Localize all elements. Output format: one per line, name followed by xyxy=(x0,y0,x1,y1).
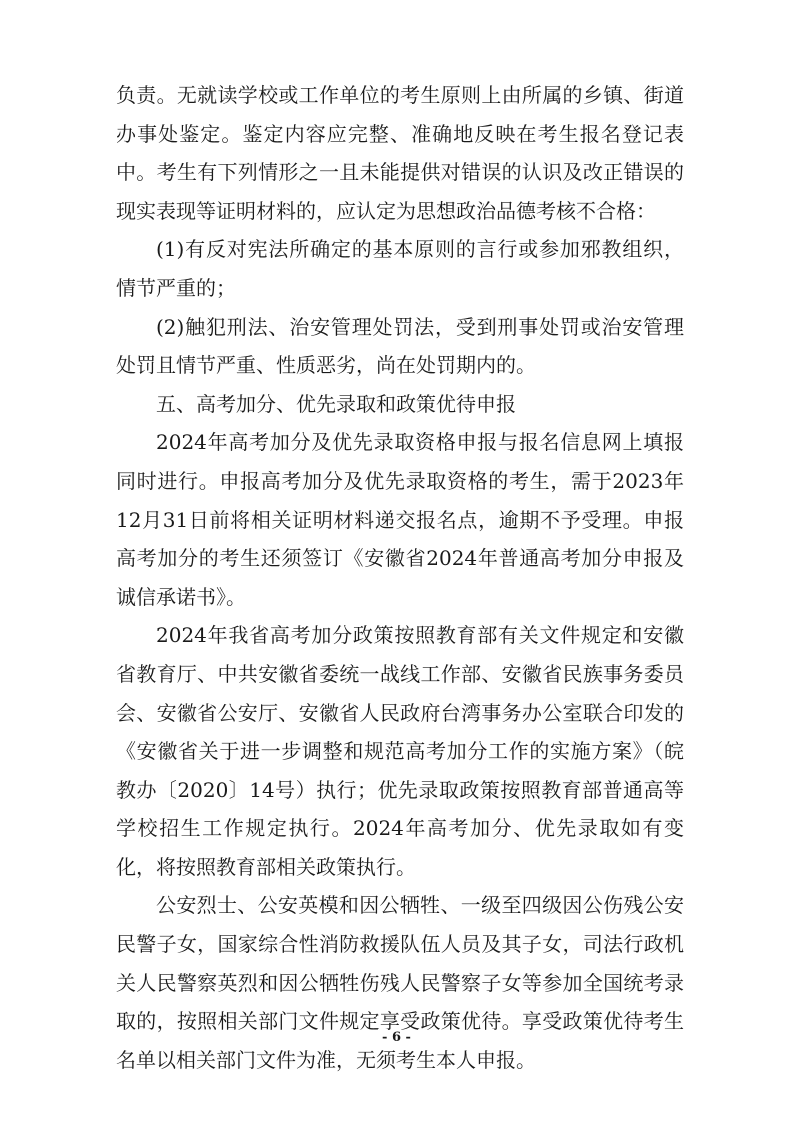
paragraph-bonus-policy: 2024年我省高考加分政策按照教育部有关文件规定和安徽省教育厅、中共安徽省委统一战线工作部、安徽省民族事务委员会、安徽省公安厅、安徽省人民政府台湾事务办公室联合印发的《安徽省关于进一步调整和规范高考加分工作的实施方案》（皖教办〔2020〕14号）执行；优先录取政策按照教育部普通高等学校招生工作规定执行。2024年高考加分、优先录取如有变化，将按照教育部相关政策执行。 xyxy=(116,623,684,879)
paragraph-item-1: (1)有反对宪法所确定的基本原则的言行或参加邪教组织，情节严重的； xyxy=(116,237,684,300)
page-number: - 6 - xyxy=(382,1030,411,1045)
paragraph-preferential-treatment: 公安烈士、公安英模和因公牺牲、一级至四级因公伤残公安民警子女，国家综合性消防救援队伍人员及其子女，司法行政机关人民警察英烈和因公牺牲伤残人民警察子女等参加全国统考录取的，按照相关部门文件规定享受政策优待。享受政策优待考生名单以相关部门文件为准，无须考生本人申报。 xyxy=(116,893,684,1072)
paragraph-continuation: 负责。无就读学校或工作单位的考生原则上由所属的乡镇、街道办事处鉴定。鉴定内容应完整、准确地反映在考生报名登记表中。考生有下列情形之一且未能提供对错误的认识及改正错误的现实表现等证明材料的，应认定为思想政治品德考核不合格： xyxy=(116,83,684,223)
section-heading: 五、高考加分、优先录取和政策优待申报 xyxy=(156,391,516,416)
paragraph-bonus-application: 2024年高考加分及优先录取资格申报与报名信息网上填报同时进行。申报高考加分及优先录取资格的考生，需于2023年12月31日前将相关证明材料递交报名点，逾期不予受理。申报高考加分的考生还须签订《安徽省2024年普通高考加分申报及诚信承诺书》。 xyxy=(116,430,684,609)
document-body xyxy=(116,76,684,1079)
paragraph-item-2: (2)触犯刑法、治安管理处罚法，受到刑事处罚或治安管理处罚且情节严重、性质恶劣，尚在处罚期内的。 xyxy=(116,314,684,378)
